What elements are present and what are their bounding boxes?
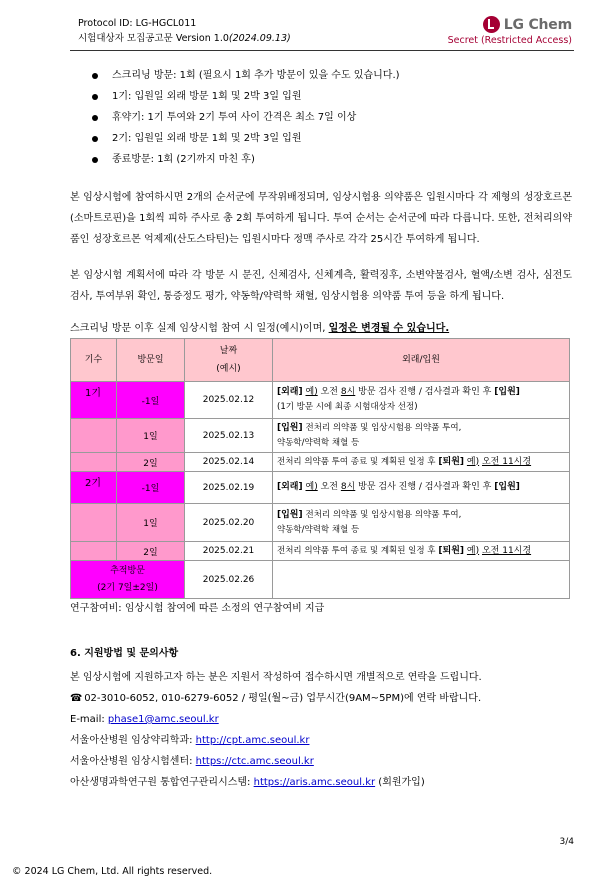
- followup-title: 추적방문: [110, 565, 145, 576]
- doc-title-line: [78, 31, 291, 46]
- visit-item: 1기: 입원일 외래 방문 1회 및 2박 3일 입원: [92, 89, 572, 110]
- visit-date: 2025.02.14: [185, 453, 273, 472]
- visit-detail: [외래] 예) 오전 8시 방문 검사 진행 / 검사결과 확인 후 [입원] (1기 방문 시에 최종 시험대상자 선정): [273, 382, 570, 419]
- link-line: [70, 772, 572, 793]
- visit-date: 2025.02.26: [185, 561, 273, 599]
- visit-date: 2025.02.20: [185, 504, 273, 542]
- version-date: (2024.09.13): [228, 33, 291, 44]
- protocol-id: Protocol ID: LG-HGCL011: [78, 18, 197, 29]
- visit-day: -1일: [117, 472, 185, 504]
- table-row: [71, 382, 570, 419]
- copyright: © 2024 LG Chem, Ltd. All rights reserved.: [12, 866, 213, 877]
- version: Version 1.0: [175, 33, 229, 44]
- apply-instructions: 본 임상시험에 지원하고자 하는 분은 지원서 작성하여 접수하시면 개별적으로 연락을 드립니다.: [70, 672, 482, 683]
- visit-day: 1일: [117, 419, 185, 453]
- page-content: [70, 68, 572, 793]
- period-label: 1기: [71, 382, 117, 419]
- table-row: [71, 504, 570, 542]
- schedule-table: [70, 338, 570, 599]
- link-label: 아산생명과학연구원 통합연구관리시스템:: [70, 777, 251, 788]
- lg-logo-icon: [483, 16, 500, 33]
- compensation-note: 연구참여비: 임상시험 참여에 따른 소정의 연구참여비 지급: [70, 603, 325, 614]
- visit-item: 스크리닝 방문: 1회 (필요시 1회 추가 방문이 있을 수도 있습니다.): [92, 68, 572, 89]
- visit-item: 종료방문: 1회 (2기까지 마친 후): [92, 152, 572, 173]
- visit-day: -1일: [117, 382, 185, 419]
- link-line: [70, 751, 572, 772]
- email-line: [70, 709, 572, 730]
- header-date: [185, 339, 273, 382]
- visit-detail: [입원] 전처리 의약품 및 임상시험용 의약품 투여, 약동학/약력학 채혈 등: [273, 504, 570, 542]
- classification-label: Secret (Restricted Access): [447, 35, 572, 46]
- randomization-paragraph: 본 임상시험에 참여하시면 2개의 순서군에 무작위배정되며, 임상시험용 의약품은 입원시마다 각 제형의 성장호르몬(소마트로핀)을 1회씩 피하 주사로 총 2회 투여하게 됩니다. 투여 순서는 순서군에 따라 다릅니다. 또한, 전처리의약품인 성장호르몬 억제제(산도스타틴)는 입원시마다 정맥 주사로 각각 25시간 투여하게 됩니다.: [70, 192, 572, 245]
- visit-detail: 전처리 의약품 투여 종료 및 계획된 일정 후 [퇴원] 예) 오전 11시경: [273, 453, 570, 472]
- visit-detail: [273, 561, 570, 599]
- ctc-link[interactable]: https://ctc.amc.seoul.kr: [195, 756, 314, 767]
- period-cell: [71, 419, 117, 453]
- period-cell: [71, 504, 117, 542]
- schedule-intro: [70, 322, 572, 336]
- header-date-label: 날짜: [219, 346, 238, 356]
- visit-item: 휴약기: 1기 투여와 2기 투여 사이 간격은 최소 7일 이상: [92, 110, 572, 131]
- email-link[interactable]: phase1@amc.seoul.kr: [107, 714, 219, 725]
- section-title: 6. 지원방법 및 문의사항: [70, 648, 179, 659]
- visit-day: 2일: [117, 453, 185, 472]
- link-label: 서울아산병원 임상시험센터:: [70, 756, 193, 767]
- visit-list: [70, 68, 572, 173]
- link-label: 서울아산병원 임상약리학과:: [70, 735, 193, 746]
- aris-link[interactable]: https://aris.amc.seoul.kr: [253, 777, 376, 788]
- phone-icon: ☎: [70, 693, 83, 704]
- visit-date: 2025.02.13: [185, 419, 273, 453]
- table-row: [71, 542, 570, 561]
- visit-detail: 전처리 의약품 투여 종료 및 계획된 일정 후 [퇴원] 예) 오전 11시경: [273, 542, 570, 561]
- brand-block: [448, 16, 572, 46]
- period-label: 2기: [71, 472, 117, 504]
- header-detail: 외래/입원: [273, 339, 570, 382]
- link-line: [70, 730, 572, 751]
- visit-date: 2025.02.12: [185, 382, 273, 419]
- visit-date: 2025.02.19: [185, 472, 273, 504]
- header-divider: [70, 50, 574, 51]
- phone-line: [70, 688, 572, 709]
- link-suffix: (회원가입): [378, 777, 425, 788]
- procedures-paragraph: 본 임상시험 계획서에 따라 각 방문 시 문진, 신체검사, 신체계측, 활력징후, 소변약물검사, 혈액/소변 검사, 심전도 검사, 투여부위 확인, 통증정도 평가, 약동학/약력학 채혈, 임상시험용 의약품 투여 등을 하게 됩니다.: [70, 270, 572, 302]
- table-row: [71, 419, 570, 453]
- header-visit-day: 방문일: [117, 339, 185, 382]
- contact-section: [70, 645, 572, 793]
- followup-label: [71, 561, 185, 599]
- table-row: [71, 453, 570, 472]
- visit-day: 2일: [117, 542, 185, 561]
- page-number: 3/4: [559, 837, 574, 847]
- visit-detail: [외래] 예) 오전 8시 방문 검사 진행 / 검사결과 확인 후 [입원]: [273, 472, 570, 504]
- table-header-row: [71, 339, 570, 382]
- followup-window: (2기 7일±2일): [97, 582, 158, 593]
- visit-day: 1일: [117, 504, 185, 542]
- brand-name: LG Chem: [503, 16, 572, 33]
- visit-detail: [입원] 전처리 의약품 및 임상시험용 의약품 투여, 약동학/약력학 채혈 등: [273, 419, 570, 453]
- schedule-emphasis: 일정은 변경될 수 있습니다.: [328, 323, 450, 334]
- table-row: [71, 561, 570, 599]
- period-cell: [71, 542, 117, 561]
- doc-title: 시험대상자 모집공고문: [78, 33, 173, 44]
- phone-numbers: 02-3010-6052, 010-6279-6052 / 평일(월~금) 업무시간(9AM~5PM)에 연락 바랍니다.: [84, 693, 482, 704]
- visit-item: 2기: 입원일 외래 방문 1회 및 2박 3일 입원: [92, 131, 572, 152]
- lg-chem-logo: [448, 16, 572, 33]
- document-header: [78, 16, 291, 46]
- header-period: 기수: [71, 339, 117, 382]
- header-date-sub: (예시): [216, 364, 241, 374]
- visit-date: 2025.02.21: [185, 542, 273, 561]
- table-row: [71, 472, 570, 504]
- schedule-intro-text: 스크리닝 방문 이후 실제 임상시험 참여 시 일정(예시)이며,: [70, 323, 326, 334]
- period-cell: [71, 453, 117, 472]
- cpt-link[interactable]: http://cpt.amc.seoul.kr: [195, 735, 310, 746]
- email-label: E-mail:: [70, 714, 105, 725]
